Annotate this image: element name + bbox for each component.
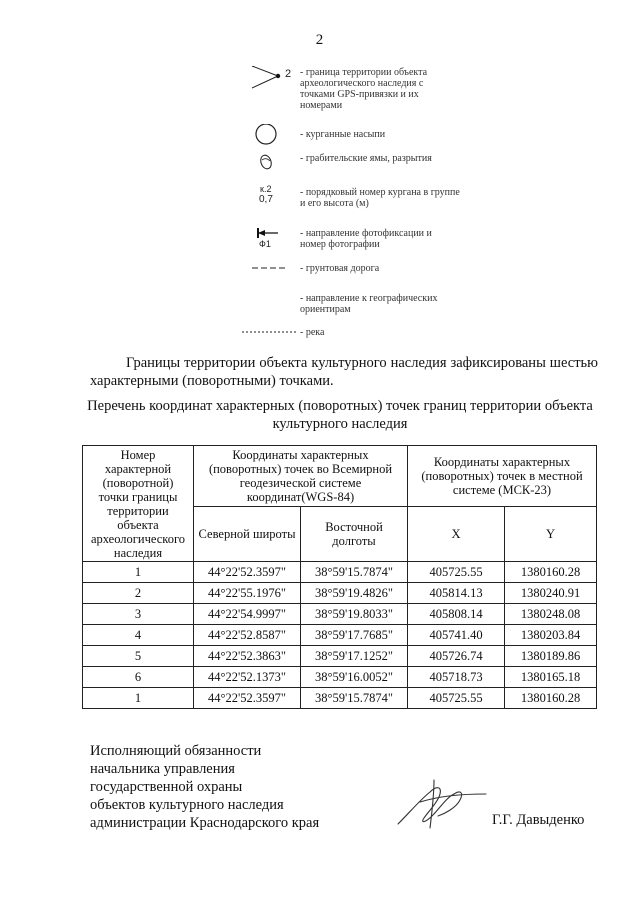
header-x: X <box>408 507 505 562</box>
legend-label: - грабительские ямы, разрытия <box>300 153 432 164</box>
y-cell: 1380248.08 <box>505 604 597 625</box>
kurgan-number-label: к.2 <box>260 184 272 194</box>
y-cell: 1380240.91 <box>505 583 597 604</box>
kurgan-height-label: 0,7 <box>259 194 273 205</box>
x-cell: 405808.14 <box>408 604 505 625</box>
legend-item-kurgan <box>240 124 639 152</box>
table-header-row <box>83 446 597 507</box>
legend-item-photo <box>240 226 639 254</box>
table-row <box>83 583 597 604</box>
legend-label: - направление к географических ориентирам <box>300 293 438 315</box>
x-cell: 405718.73 <box>408 667 505 688</box>
handwritten-signature <box>390 772 490 832</box>
header-east-longitude: Восточной долготы <box>301 507 408 562</box>
longitude-cell: 38°59'16.0052" <box>301 667 408 688</box>
longitude-cell: 38°59'15.7874" <box>301 688 408 709</box>
signer-title <box>90 742 319 832</box>
x-cell: 405726.74 <box>408 646 505 667</box>
photo-number-label: Ф1 <box>259 239 271 249</box>
table-row <box>83 562 597 583</box>
latitude-cell: 44°22'52.3597" <box>194 688 301 709</box>
header-wgs84: Координаты характерных (поворотных) точек во Всемирной геодезической системе координат(WGS-84) <box>194 446 408 507</box>
longitude-cell: 38°59'17.7685" <box>301 625 408 646</box>
latitude-cell: 44°22'55.1976" <box>194 583 301 604</box>
signer-line: объектов культурного наследия <box>90 797 284 813</box>
dashed-line-icon <box>240 262 298 290</box>
point-number-cell: 1 <box>83 688 194 709</box>
table-row <box>83 625 597 646</box>
orientation-icon <box>240 292 298 320</box>
x-cell: 405741.40 <box>408 625 505 646</box>
legend-item-boundary <box>240 66 639 122</box>
legend-label: - грунтовая дорога <box>300 263 380 274</box>
point-number-cell: 4 <box>83 625 194 646</box>
signer-line: администрации Краснодарского края <box>90 815 320 831</box>
legend-label: - граница территории объекта археологического наследия с точками GPS-привязки и их номерами <box>300 67 428 111</box>
signer-line: государственной охраны <box>90 779 243 795</box>
legend-item-kurgan-number <box>240 184 639 212</box>
legend-item-road <box>240 262 639 290</box>
y-cell: 1380160.28 <box>505 688 597 709</box>
coordinates-table <box>82 445 597 709</box>
legend-label: - курганные насыпи <box>300 129 386 140</box>
table-row <box>83 604 597 625</box>
table-row <box>83 646 597 667</box>
longitude-cell: 38°59'19.4826" <box>301 583 408 604</box>
point-number-cell: 2 <box>83 583 194 604</box>
latitude-cell: 44°22'52.3597" <box>194 562 301 583</box>
header-point-number: Номер характерной (поворотной) точки границы территории объекта археологического наследия <box>83 446 194 562</box>
latitude-cell: 44°22'52.8587" <box>194 625 301 646</box>
point-number-cell: 1 <box>83 562 194 583</box>
table-row <box>83 688 597 709</box>
x-cell: 405725.55 <box>408 562 505 583</box>
longitude-cell: 38°59'17.1252" <box>301 646 408 667</box>
legend-item-river <box>240 326 639 354</box>
x-cell: 405814.13 <box>408 583 505 604</box>
signer-name: Г.Г. Давыденко <box>492 812 585 828</box>
longitude-cell: 38°59'15.7874" <box>301 562 408 583</box>
circle-icon <box>240 124 298 152</box>
y-cell: 1380165.18 <box>505 667 597 688</box>
y-cell: 1380189.86 <box>505 646 597 667</box>
latitude-cell: 44°22'52.1373" <box>194 667 301 688</box>
legend-label: - река <box>300 327 325 338</box>
dotted-line-icon <box>240 326 298 354</box>
header-north-latitude: Северной широты <box>194 507 301 562</box>
legend-item-orientation <box>240 292 639 320</box>
point-number-cell: 6 <box>83 667 194 688</box>
longitude-cell: 38°59'19.8033" <box>301 604 408 625</box>
header-y: Y <box>505 507 597 562</box>
table-caption: Перечень координат характерных (поворотных) точек границ территории объекта культурного наследия <box>87 398 593 432</box>
y-cell: 1380160.28 <box>505 562 597 583</box>
legend-point-number: 2 <box>285 68 292 80</box>
pit-icon <box>240 152 298 180</box>
latitude-cell: 44°22'54.9997" <box>194 604 301 625</box>
signer-line: Исполняющий обязанности <box>90 743 262 759</box>
legend-label: - порядковый номер кургана в группе и его высота (м) <box>300 187 460 209</box>
point-number-cell: 3 <box>83 604 194 625</box>
signer-line: начальника управления <box>90 761 235 777</box>
latitude-cell: 44°22'52.3863" <box>194 646 301 667</box>
point-number-cell: 5 <box>83 646 194 667</box>
boundary-paragraph: Границы территории объекта культурного наследия зафиксированы шестью характерными (поворотными) точками. <box>90 355 598 389</box>
page-number: 2 <box>315 32 324 48</box>
x-cell: 405725.55 <box>408 688 505 709</box>
header-msk23: Координаты характерных (поворотных) точек в местной системе (МСК-23) <box>408 446 597 507</box>
legend-item-pit <box>240 152 639 180</box>
y-cell: 1380203.84 <box>505 625 597 646</box>
table-row <box>83 667 597 688</box>
legend-label: - направление фотофиксации и номер фотографии <box>300 228 432 250</box>
